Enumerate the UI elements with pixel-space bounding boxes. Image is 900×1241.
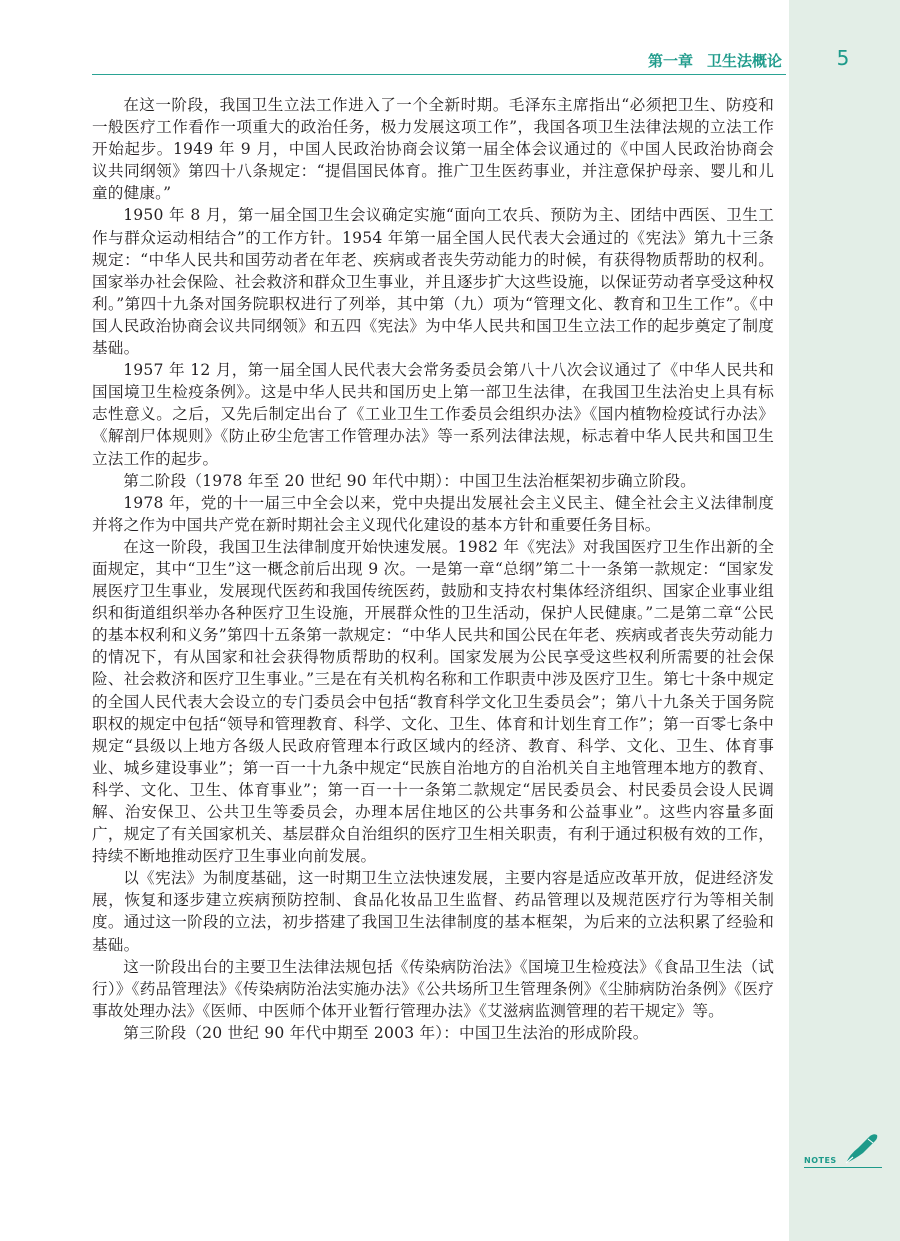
- paragraph: 第二阶段（1978 年至 20 世纪 90 年代中期）：中国卫生法治框架初步确立阶段。: [123, 471, 696, 490]
- paragraph: 在这一阶段，我国卫生立法工作进入了一个全新时期。毛泽东主席指出“必须把卫生、防疫和一般医疗工作看作一项重大的政治任务，极力发展这项工作”，我国各项卫生法律法规的立法工作开始起步。1949 年 9 月，中国人民政治协商会议第一届全体会议通过的《中国人民政治协商会议共同纲领》第四十八条规定：“提倡国民体育。推广卫生医药事业，并注意保护母亲、婴儿和儿童的健康。”: [92, 96, 774, 203]
- paragraph: 1978 年，党的十一届三中全会以来，党中央提出发展社会主义民主、健全社会主义法律制度并将之作为中国共产党在新时期社会主义现代化建设的基本方针和重要任务目标。: [92, 493, 774, 534]
- notes-label: NOTES: [804, 1156, 837, 1165]
- paragraph: 在这一阶段，我国卫生法律制度开始快速发展。1982 年《宪法》对我国医疗卫生作出新的全面规定，其中“卫生”这一概念前后出现 9 次。一是第一章“总纲”第二十一条第一款规定：“国家发展医疗卫生事业，发展现代医药和我国传统医药，鼓励和支持农村集体经济组织、国家企业事业组织和街道组织举办各种医疗卫生设施，开展群众性的卫生活动，保护人民健康。”二是第二章“公民的基本权利和义务”第四十五条第一款规定：“中华人民共和国公民在年老、疾病或者丧失劳动能力的情况下，有从国家和社会获得物质帮助的权利。国家发展为公民享受这些权利所需要的社会保险、社会救济和医疗卫生事业。”三是在有关机构名称和工作职责中涉及医疗卫生。第七十条中规定的全国人民代表大会设立的专门委员会中包括“教育科学文化卫生委员会”；第八十九条关于国务院职权的规定中包括“领导和管理教育、科学、文化、卫生、体育和计划生育工作”；第一百零七条中规定“县级以上地方各级人民政府管理本行政区域内的经济、教育、科学、文化、卫生、体育事业、城乡建设事业”；第一百一十九条中规定“民族自治地方的自治机关自主地管理本地方的教育、科学、文化、卫生、体育事业”；第一百一十一条第二款规定“居民委员会、村民委员会设人民调解、治安保卫、公共卫生等委员会，办理本居住地区的公共事务和公益事业”。这些内容量多面广，规定了有关国家机关、基层群众自治组织的医疗卫生相关职责，有利于通过积极有效的工作，持续不断地推动医疗卫生事业向前发展。: [92, 537, 774, 866]
- paragraph: 1957 年 12 月，第一届全国人民代表大会常务委员会第八十八次会议通过了《中华人民共和国国境卫生检疫条例》。这是中华人民共和国历史上第一部卫生法律，在我国卫生法治史上具有标志性意义。之后，又先后制定出台了《工业卫生工作委员会组织办法》《国内植物检疫试行办法》《解剖尸体规则》《防止矽尘危害工作管理办法》等一系列法律法规，标志着中华人民共和国卫生立法工作的起步。: [92, 361, 774, 468]
- running-head: [648, 50, 782, 71]
- margin-notes-band: [789, 0, 900, 1241]
- chapter-title: 卫生法概论: [706, 52, 782, 70]
- page-header: [92, 48, 782, 74]
- paragraph: 以《宪法》为制度基础，这一时期卫生立法快速发展，主要内容是适应改革开放，促进经济发展，恢复和逐步建立疾病预防控制、食品化妆品卫生监督、药品管理以及规范医疗行为等相关制度。通过这一阶段的立法，初步搭建了我国卫生法律制度的基本框架，为后来的立法积累了经验和基础。: [92, 869, 774, 954]
- paragraph: 第三阶段（20 世纪 90 年代中期至 2003 年）：中国卫生法治的形成阶段。: [123, 1023, 649, 1042]
- body-text: [92, 94, 774, 1044]
- pen-icon: [840, 1130, 880, 1166]
- notes-rule: [804, 1167, 882, 1168]
- paragraph: 1950 年 8 月，第一届全国卫生会议确定实施“面向工农兵、预防为主、团结中西医、卫生工作与群众运动相结合”的工作方针。1954 年第一届全国人民代表大会通过的《宪法》第九十三条规定：“中华人民共和国劳动者在年老、疾病或者丧失劳动能力的时候，有获得物质帮助的权利。国家举办社会保险、社会救济和群众卫生事业，并且逐步扩大这些设施，以保证劳动者享受这种权利。”第四十九条对国务院职权进行了列举，其中第（九）项为“管理文化、教育和卫生工作”。《中国人民政治协商会议共同纲领》和五四《宪法》为中华人民共和国卫生立法工作的起步奠定了制度基础。: [92, 206, 774, 358]
- page-number: 5: [836, 46, 850, 70]
- paragraph: 这一阶段出台的主要卫生法律法规包括《传染病防治法》《国境卫生检疫法》《食品卫生法（试行）》《药品管理法》《传染病防治法实施办法》《公共场所卫生管理条例》《尘肺病防治条例》《医疗事故处理办法》《医师、中医师个体开业暂行管理办法》《艾滋病监测管理的若干规定》等。: [92, 957, 774, 1020]
- chapter-number: 第一章: [647, 52, 693, 70]
- notes-marker: [804, 1130, 884, 1170]
- header-rule: [92, 74, 786, 75]
